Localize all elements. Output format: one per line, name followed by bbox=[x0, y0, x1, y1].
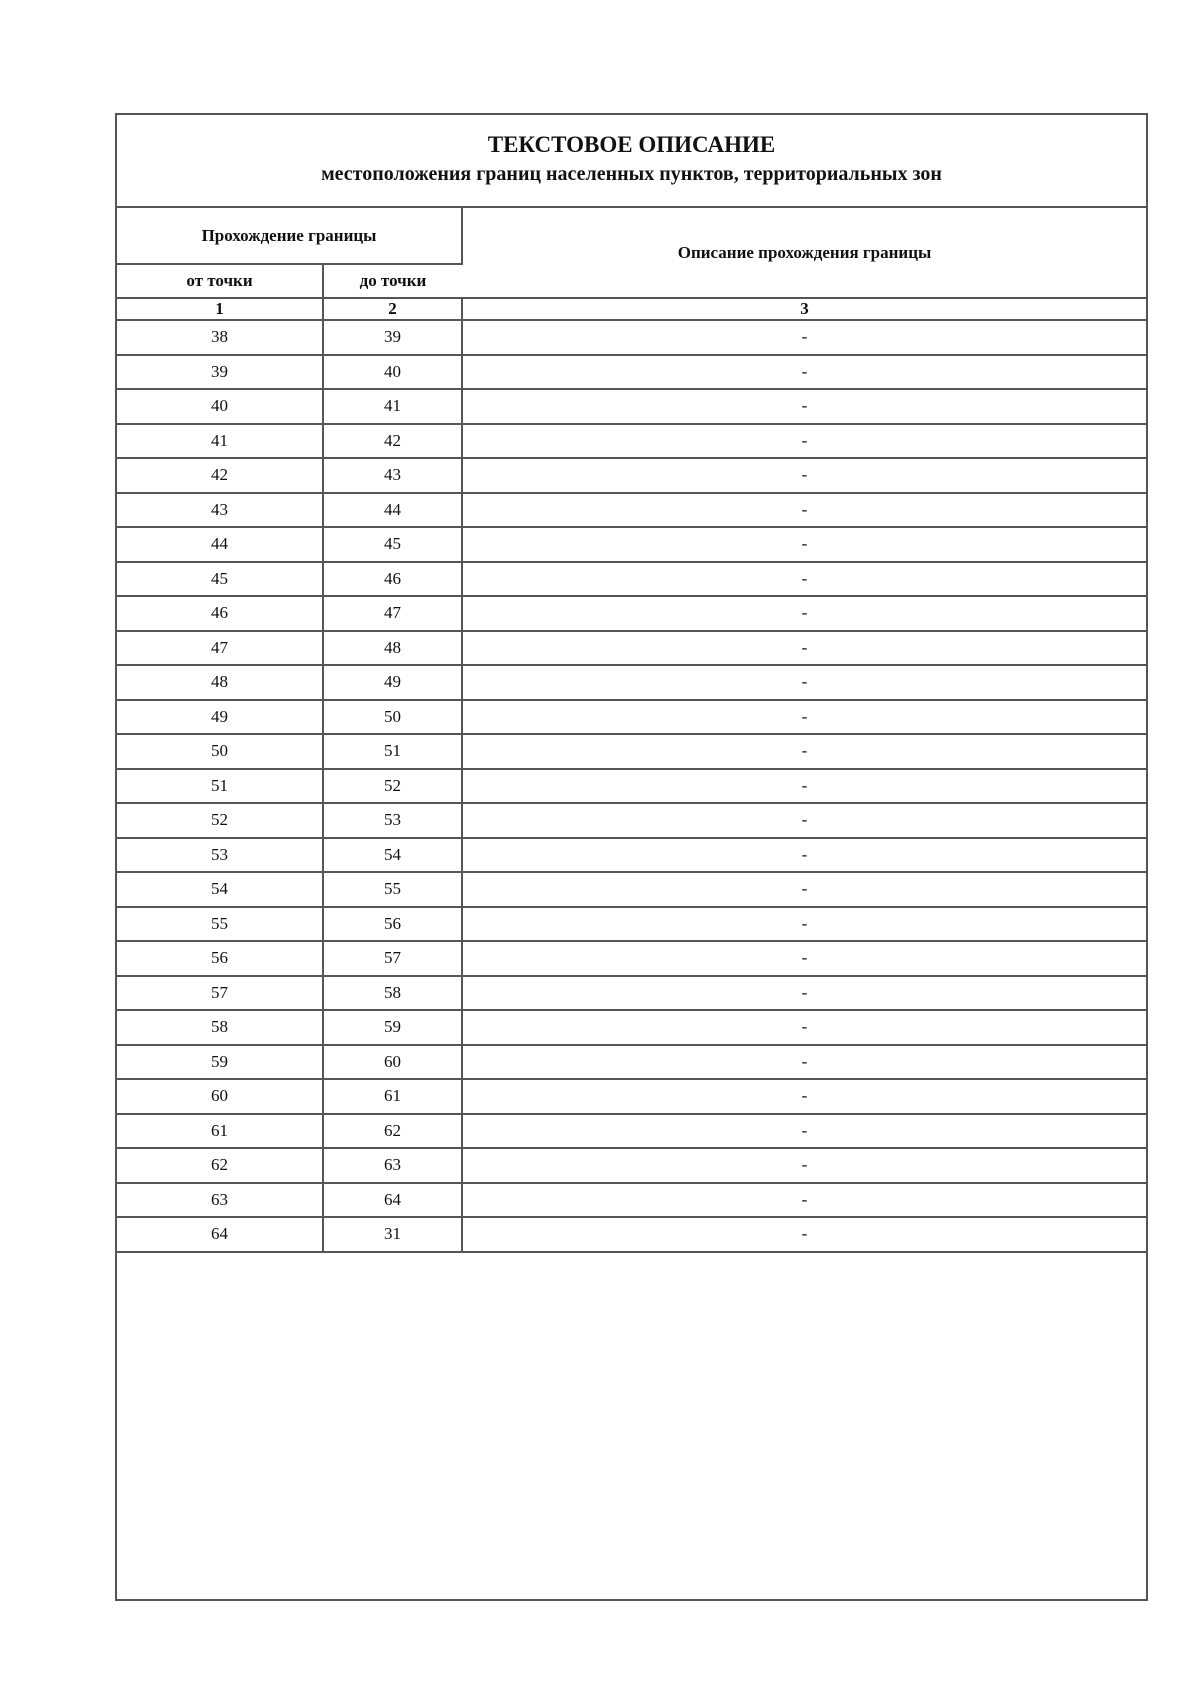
cell-to-point: 62 bbox=[323, 1114, 462, 1149]
table-row bbox=[117, 458, 1146, 493]
column-number-2: 2 bbox=[323, 298, 462, 320]
cell-description: - bbox=[462, 769, 1146, 804]
cell-description: - bbox=[462, 872, 1146, 907]
cell-from-point: 40 bbox=[117, 389, 323, 424]
table-row bbox=[117, 734, 1146, 769]
table-row bbox=[117, 389, 1146, 424]
cell-from-point: 57 bbox=[117, 976, 323, 1011]
header-from-point: от точки bbox=[117, 264, 323, 298]
column-number-1: 1 bbox=[117, 298, 323, 320]
table-row bbox=[117, 631, 1146, 666]
table-row bbox=[117, 1045, 1146, 1080]
table-row bbox=[117, 320, 1146, 355]
cell-description: - bbox=[462, 527, 1146, 562]
cell-to-point: 45 bbox=[323, 527, 462, 562]
cell-from-point: 45 bbox=[117, 562, 323, 597]
cell-to-point: 49 bbox=[323, 665, 462, 700]
cell-to-point: 48 bbox=[323, 631, 462, 666]
cell-from-point: 53 bbox=[117, 838, 323, 873]
table-row bbox=[117, 941, 1146, 976]
cell-description: - bbox=[462, 1148, 1146, 1183]
table-row bbox=[117, 803, 1146, 838]
cell-from-point: 59 bbox=[117, 1045, 323, 1080]
document-frame bbox=[115, 113, 1148, 1601]
cell-from-point: 54 bbox=[117, 872, 323, 907]
cell-from-point: 56 bbox=[117, 941, 323, 976]
cell-to-point: 53 bbox=[323, 803, 462, 838]
table-row bbox=[117, 838, 1146, 873]
column-number-3: 3 bbox=[462, 298, 1146, 320]
table-row bbox=[117, 907, 1146, 942]
cell-to-point: 31 bbox=[323, 1217, 462, 1252]
cell-to-point: 40 bbox=[323, 355, 462, 390]
table-row bbox=[117, 527, 1146, 562]
cell-to-point: 46 bbox=[323, 562, 462, 597]
cell-description: - bbox=[462, 493, 1146, 528]
cell-to-point: 52 bbox=[323, 769, 462, 804]
header-description: Описание прохождения границы bbox=[462, 208, 1146, 298]
document-subtitle: местоположения границ населенных пунктов, территориальных зон bbox=[321, 163, 942, 185]
cell-from-point: 38 bbox=[117, 320, 323, 355]
cell-description: - bbox=[462, 1217, 1146, 1252]
table-row bbox=[117, 1010, 1146, 1045]
table-row bbox=[117, 424, 1146, 459]
cell-from-point: 55 bbox=[117, 907, 323, 942]
cell-to-point: 50 bbox=[323, 700, 462, 735]
table-row bbox=[117, 1217, 1146, 1252]
cell-from-point: 52 bbox=[117, 803, 323, 838]
table-row bbox=[117, 976, 1146, 1011]
cell-to-point: 60 bbox=[323, 1045, 462, 1080]
cell-description: - bbox=[462, 320, 1146, 355]
title-block bbox=[117, 115, 1146, 208]
document-title: ТЕКСТОВОЕ ОПИСАНИЕ bbox=[487, 132, 776, 157]
cell-description: - bbox=[462, 838, 1146, 873]
cell-description: - bbox=[462, 596, 1146, 631]
cell-from-point: 44 bbox=[117, 527, 323, 562]
column-number-row bbox=[117, 298, 1146, 320]
cell-from-point: 43 bbox=[117, 493, 323, 528]
cell-description: - bbox=[462, 631, 1146, 666]
cell-from-point: 50 bbox=[117, 734, 323, 769]
cell-to-point: 59 bbox=[323, 1010, 462, 1045]
cell-to-point: 64 bbox=[323, 1183, 462, 1218]
boundary-table bbox=[117, 208, 1146, 1253]
table-row bbox=[117, 596, 1146, 631]
cell-description: - bbox=[462, 976, 1146, 1011]
table-row bbox=[117, 665, 1146, 700]
cell-description: - bbox=[462, 665, 1146, 700]
cell-to-point: 51 bbox=[323, 734, 462, 769]
cell-from-point: 58 bbox=[117, 1010, 323, 1045]
cell-description: - bbox=[462, 458, 1146, 493]
cell-from-point: 64 bbox=[117, 1217, 323, 1252]
cell-to-point: 42 bbox=[323, 424, 462, 459]
cell-description: - bbox=[462, 907, 1146, 942]
cell-to-point: 57 bbox=[323, 941, 462, 976]
cell-from-point: 42 bbox=[117, 458, 323, 493]
cell-to-point: 58 bbox=[323, 976, 462, 1011]
table-row bbox=[117, 562, 1146, 597]
cell-to-point: 41 bbox=[323, 389, 462, 424]
table-row bbox=[117, 700, 1146, 735]
cell-to-point: 39 bbox=[323, 320, 462, 355]
cell-from-point: 47 bbox=[117, 631, 323, 666]
table-row bbox=[117, 1148, 1146, 1183]
cell-to-point: 44 bbox=[323, 493, 462, 528]
table-row bbox=[117, 872, 1146, 907]
table-row bbox=[117, 1183, 1146, 1218]
cell-from-point: 60 bbox=[117, 1079, 323, 1114]
table-row bbox=[117, 1114, 1146, 1149]
cell-from-point: 63 bbox=[117, 1183, 323, 1218]
table-row bbox=[117, 769, 1146, 804]
cell-from-point: 39 bbox=[117, 355, 323, 390]
cell-description: - bbox=[462, 1045, 1146, 1080]
cell-from-point: 62 bbox=[117, 1148, 323, 1183]
cell-description: - bbox=[462, 700, 1146, 735]
cell-description: - bbox=[462, 1079, 1146, 1114]
cell-description: - bbox=[462, 1010, 1146, 1045]
table-body bbox=[117, 320, 1146, 1252]
cell-description: - bbox=[462, 734, 1146, 769]
table-row bbox=[117, 355, 1146, 390]
cell-description: - bbox=[462, 1183, 1146, 1218]
cell-description: - bbox=[462, 424, 1146, 459]
cell-from-point: 51 bbox=[117, 769, 323, 804]
cell-to-point: 43 bbox=[323, 458, 462, 493]
cell-to-point: 54 bbox=[323, 838, 462, 873]
cell-to-point: 61 bbox=[323, 1079, 462, 1114]
cell-from-point: 41 bbox=[117, 424, 323, 459]
table-row bbox=[117, 1079, 1146, 1114]
cell-to-point: 63 bbox=[323, 1148, 462, 1183]
cell-description: - bbox=[462, 355, 1146, 390]
cell-description: - bbox=[462, 1114, 1146, 1149]
cell-from-point: 49 bbox=[117, 700, 323, 735]
cell-description: - bbox=[462, 562, 1146, 597]
cell-description: - bbox=[462, 389, 1146, 424]
header-boundary-passage: Прохождение границы bbox=[117, 208, 462, 264]
header-to-point: до точки bbox=[323, 264, 462, 298]
table-row bbox=[117, 493, 1146, 528]
cell-to-point: 47 bbox=[323, 596, 462, 631]
cell-description: - bbox=[462, 941, 1146, 976]
cell-from-point: 61 bbox=[117, 1114, 323, 1149]
cell-description: - bbox=[462, 803, 1146, 838]
cell-from-point: 48 bbox=[117, 665, 323, 700]
cell-to-point: 56 bbox=[323, 907, 462, 942]
cell-to-point: 55 bbox=[323, 872, 462, 907]
cell-from-point: 46 bbox=[117, 596, 323, 631]
